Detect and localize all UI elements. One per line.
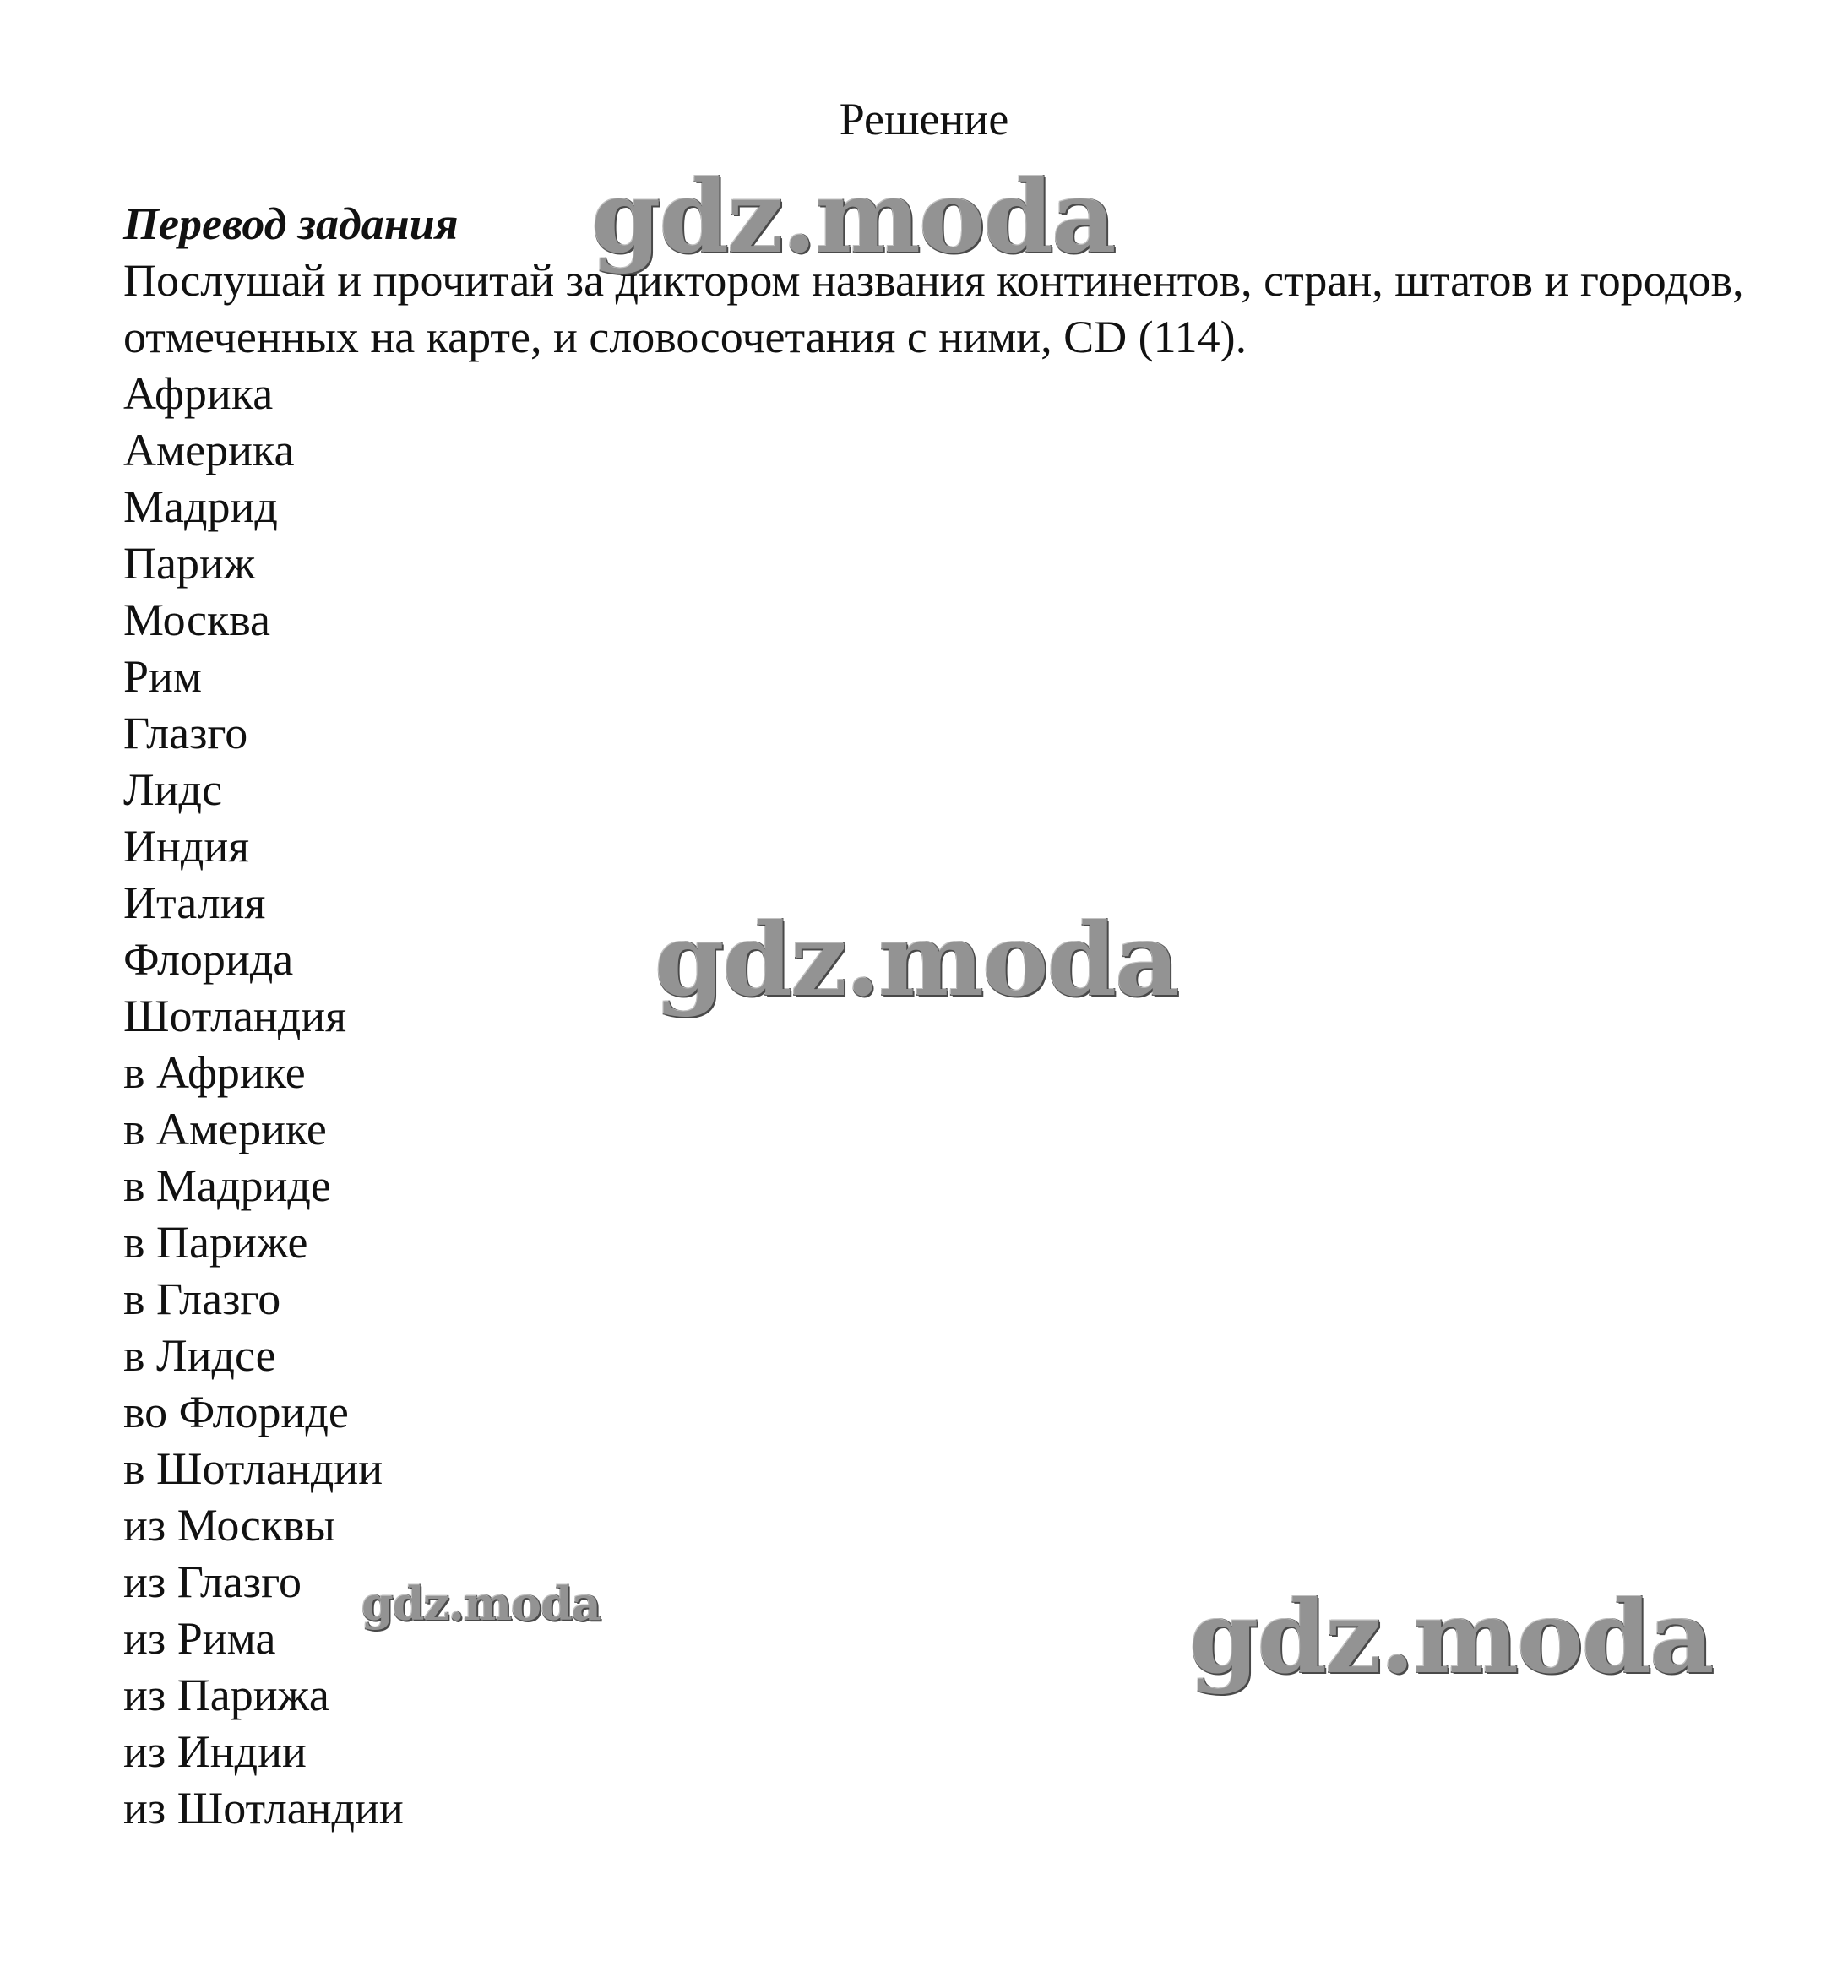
subtitle: Перевод задания	[123, 198, 459, 249]
list-item: Глазго	[123, 708, 248, 758]
list-item: Лидс	[123, 764, 222, 815]
list-item: в Лидсе	[123, 1330, 276, 1381]
list-item: из Глазго	[123, 1556, 302, 1607]
list-item: Флорида	[123, 934, 294, 985]
content-block	[123, 196, 1779, 1837]
watermark: gdz.moda	[655, 901, 1178, 1018]
list-item: в Африке	[123, 1047, 306, 1098]
watermark: gdz.moda	[1189, 1578, 1713, 1696]
list-item: из Рима	[123, 1613, 276, 1664]
list-item: Мадрид	[123, 481, 278, 532]
task-text: Послушай и прочитай за диктором названия континентов, стран, штатов и городов, отмеченных на карте, и словосочетания с ними, CD (114).	[123, 255, 1744, 362]
list-item: Африка	[123, 368, 274, 419]
list-item: из Шотландии	[123, 1783, 404, 1833]
list-item: Москва	[123, 595, 270, 645]
list-item: из Парижа	[123, 1670, 329, 1720]
list-item: Шотландия	[123, 991, 347, 1041]
list-item: Италия	[123, 877, 266, 928]
list-item: Америка	[123, 425, 295, 475]
list-item: в Париже	[123, 1217, 308, 1268]
list-item: Индия	[123, 821, 250, 872]
watermark: gdz.moda	[361, 1577, 601, 1631]
list-item: из Индии	[123, 1726, 307, 1777]
list-item: Париж	[123, 538, 256, 589]
word-list	[123, 366, 1779, 1837]
list-item: в Америке	[123, 1104, 327, 1154]
list-item: из Москвы	[123, 1500, 335, 1551]
list-item: в Мадриде	[123, 1160, 331, 1211]
list-item: в Глазго	[123, 1274, 281, 1324]
page-heading: Решение	[839, 94, 1009, 144]
watermark: gdz.moda	[591, 158, 1115, 275]
list-item: Рим	[123, 651, 203, 702]
list-item: во Флориде	[123, 1387, 349, 1437]
list-item: в Шотландии	[123, 1443, 383, 1494]
